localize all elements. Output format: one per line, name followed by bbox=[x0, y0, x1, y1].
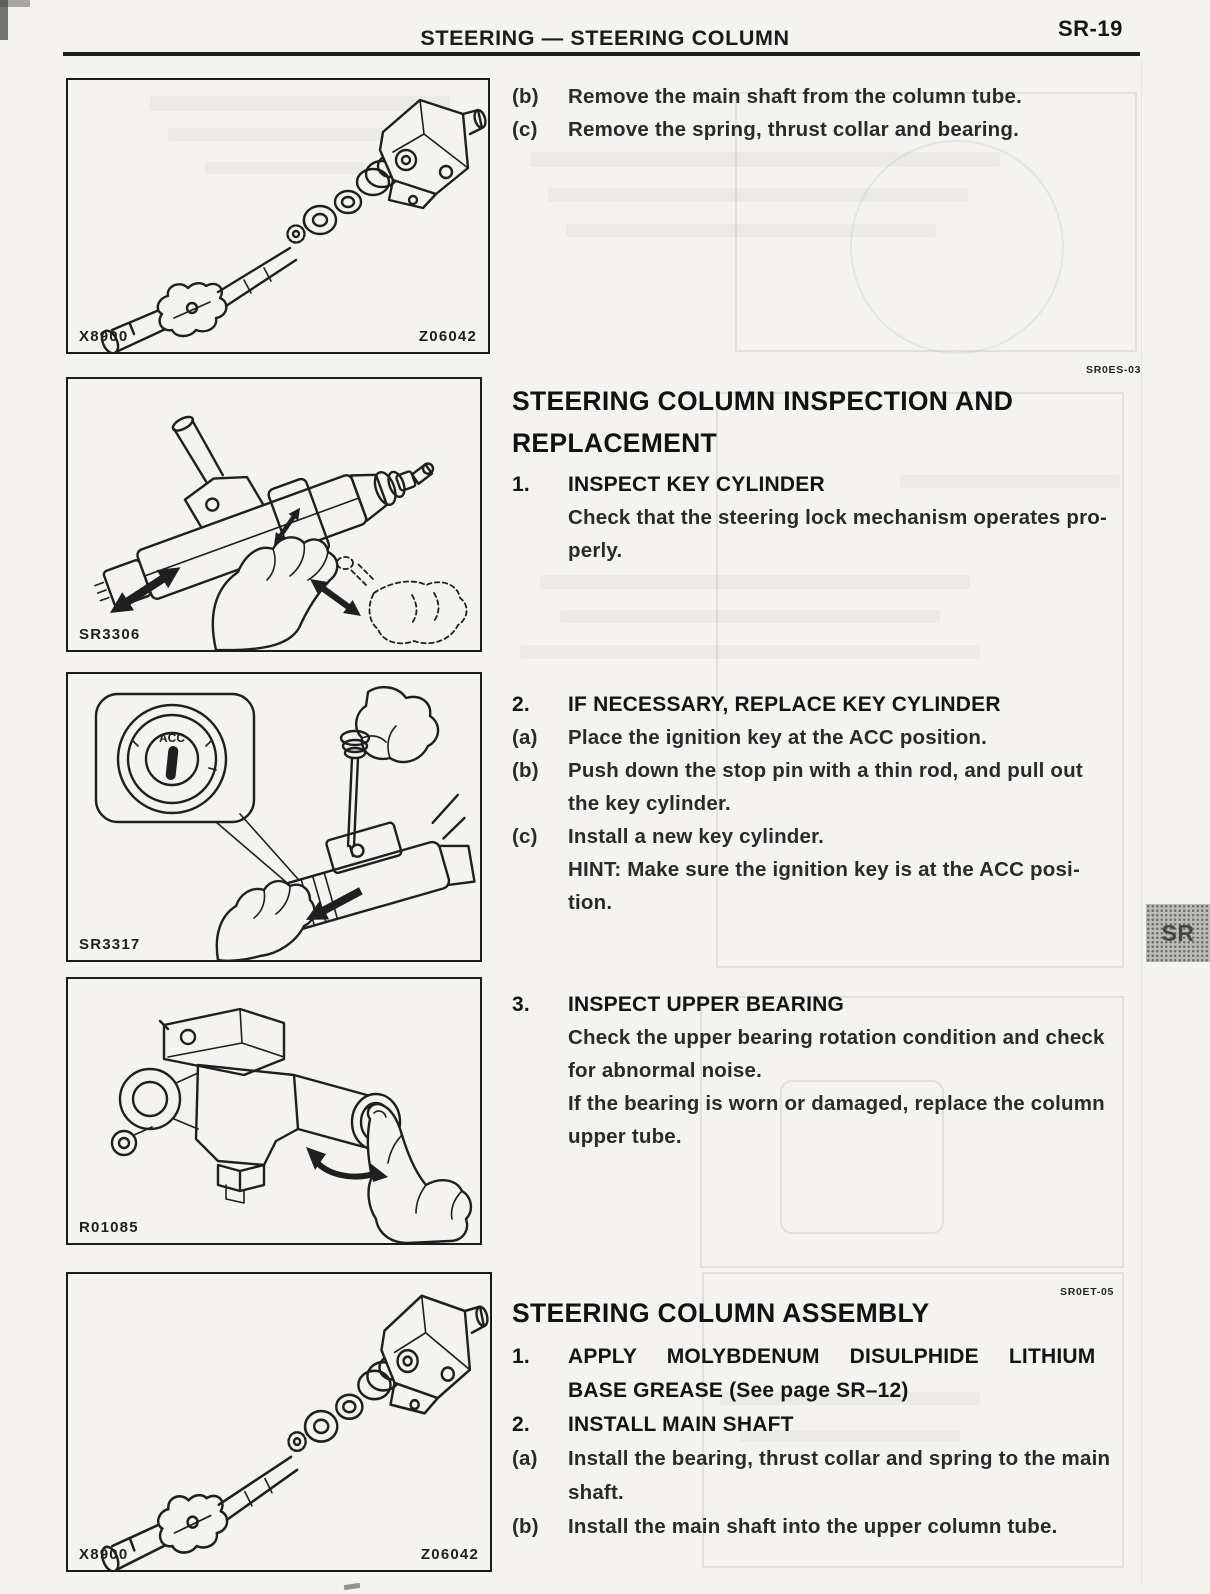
steering-lock-inspection-drawing bbox=[68, 379, 480, 650]
body-line bbox=[512, 1054, 1136, 1087]
step-text: Push down the stop pin with a thin rod, and pull out bbox=[568, 759, 1083, 782]
acc-label: ACC bbox=[159, 731, 185, 745]
body-line bbox=[512, 1476, 1136, 1510]
step-text: upper tube. bbox=[568, 1125, 682, 1148]
header-rule bbox=[63, 52, 1140, 56]
body-line bbox=[512, 853, 1136, 886]
step-text: Remove the spring, thrust collar and bearing. bbox=[568, 118, 1019, 141]
step-marker: (a) bbox=[512, 726, 538, 749]
bleed-through-circle bbox=[850, 140, 1064, 354]
step-text: Check that the steering lock mechanism operates pro- bbox=[568, 506, 1107, 529]
step-text: Place the ignition key at the ACC position. bbox=[568, 726, 988, 749]
step-number: 2. bbox=[512, 1413, 530, 1436]
inspection-step-1 bbox=[512, 468, 1136, 567]
step-number: 1. bbox=[512, 1345, 530, 1368]
step-heading: INSPECT KEY CYLINDER bbox=[568, 473, 825, 496]
heading-line bbox=[512, 1374, 1136, 1408]
numbered-heading bbox=[512, 688, 1136, 721]
figure-exploded-top bbox=[66, 78, 490, 354]
step-number: 3. bbox=[512, 993, 530, 1016]
list-item bbox=[512, 1510, 1136, 1544]
removal-steps bbox=[512, 80, 1136, 146]
figure-key-cylinder bbox=[66, 672, 482, 962]
body-line bbox=[512, 1087, 1136, 1120]
list-item bbox=[512, 1442, 1136, 1476]
scan-artifact bbox=[0, 0, 30, 7]
section-title-line: REPLACEMENT bbox=[512, 428, 718, 458]
body-line bbox=[512, 1021, 1136, 1054]
numbered-heading bbox=[512, 468, 1136, 501]
step-marker: (b) bbox=[512, 85, 539, 108]
upper-bearing-inspection-drawing bbox=[68, 979, 480, 1243]
step-marker: (b) bbox=[512, 1515, 539, 1538]
list-item bbox=[512, 721, 1136, 754]
figure-lock-inspection bbox=[66, 377, 482, 652]
step-text: shaft. bbox=[568, 1481, 624, 1504]
list-item bbox=[512, 820, 1136, 853]
numbered-heading bbox=[512, 1408, 1136, 1442]
step-heading: IF NECESSARY, REPLACE KEY CYLINDER bbox=[568, 693, 1001, 716]
step-text: Install a new key cylinder. bbox=[568, 825, 825, 848]
figure-code: X8900 bbox=[79, 1546, 129, 1563]
list-item bbox=[512, 80, 1136, 113]
step-marker: (b) bbox=[512, 759, 539, 782]
step-heading: INSTALL MAIN SHAFT bbox=[568, 1413, 794, 1436]
bleed-through-text bbox=[548, 188, 968, 202]
step-number: 1. bbox=[512, 473, 530, 496]
body-line bbox=[512, 886, 1136, 919]
section-title-inspection bbox=[512, 380, 1013, 464]
step-text: Remove the main shaft from the column tube. bbox=[568, 85, 1022, 108]
page-title: STEERING — STEERING COLUMN bbox=[420, 26, 790, 50]
section-tab: SR bbox=[1146, 904, 1210, 962]
body-line bbox=[512, 1120, 1136, 1153]
figure-code: R01085 bbox=[79, 1219, 139, 1236]
acc-position-callout bbox=[96, 694, 306, 894]
key-cylinder-replacement-drawing bbox=[68, 674, 480, 960]
step-heading: APPLY MOLYBDENUM DISULPHIDE LITHIUM bbox=[568, 1345, 1096, 1368]
step-text: the key cylinder. bbox=[568, 792, 731, 815]
inspection-step-2 bbox=[512, 688, 1136, 919]
bleed-through-text bbox=[560, 610, 940, 623]
step-text: HINT: Make sure the ignition key is at the ACC posi- bbox=[568, 858, 1080, 881]
section-title-assembly: STEERING COLUMN ASSEMBLY bbox=[512, 1298, 930, 1328]
list-item bbox=[512, 754, 1136, 787]
body-line bbox=[512, 501, 1136, 534]
step-number: 2. bbox=[512, 693, 530, 716]
step-text: Install the bearing, thrust collar and spring to the main bbox=[568, 1447, 1111, 1470]
dashed-hand-with-key bbox=[337, 557, 467, 643]
list-item bbox=[512, 113, 1136, 146]
section-code: SR0ES-03 bbox=[1086, 364, 1142, 376]
main-shaft-exploded-drawing bbox=[68, 1274, 490, 1570]
step-text: perly. bbox=[568, 539, 623, 562]
step-heading: BASE GREASE (See page SR–12) bbox=[568, 1379, 909, 1402]
inspection-step-3 bbox=[512, 988, 1136, 1153]
page-number: SR-19 bbox=[1058, 16, 1123, 41]
figure-upper-bearing bbox=[66, 977, 482, 1245]
main-shaft-exploded-drawing bbox=[68, 80, 488, 352]
hand-with-rod bbox=[341, 687, 438, 856]
figure-exploded-bottom bbox=[66, 1272, 492, 1572]
step-text: If the bearing is worn or damaged, replace the column bbox=[568, 1092, 1105, 1115]
hand bbox=[217, 881, 314, 960]
bleed-through-text bbox=[520, 645, 980, 659]
step-marker: (c) bbox=[512, 118, 538, 141]
bleed-through-text bbox=[540, 575, 970, 589]
scan-artifact bbox=[344, 1583, 361, 1590]
column-housing bbox=[112, 1009, 298, 1203]
section-code: SR0ET-05 bbox=[1060, 1286, 1115, 1298]
numbered-heading bbox=[512, 988, 1136, 1021]
figure-code: X8900 bbox=[79, 328, 129, 345]
figure-code: Z06042 bbox=[420, 1546, 479, 1563]
step-marker: (c) bbox=[512, 825, 538, 848]
assembly-steps bbox=[512, 1340, 1136, 1544]
figure-code: Z06042 bbox=[418, 328, 477, 345]
step-marker: (a) bbox=[512, 1447, 538, 1470]
bleed-through-text bbox=[530, 152, 1000, 167]
body-line bbox=[512, 787, 1136, 820]
step-text: for abnormal noise. bbox=[568, 1059, 763, 1082]
step-heading: INSPECT UPPER BEARING bbox=[568, 993, 845, 1016]
section-title-line: STEERING COLUMN INSPECTION AND bbox=[512, 386, 1014, 416]
figure-code: SR3306 bbox=[79, 626, 141, 643]
step-text: tion. bbox=[568, 891, 613, 914]
bleed-through-text bbox=[566, 224, 936, 237]
body-line bbox=[512, 534, 1136, 567]
page-fold-line bbox=[1141, 60, 1142, 1585]
numbered-heading bbox=[512, 1340, 1136, 1374]
figure-code: SR3317 bbox=[79, 936, 141, 953]
step-text: Install the main shaft into the upper column tube. bbox=[568, 1515, 1058, 1538]
step-text: Check the upper bearing rotation condition and check bbox=[568, 1026, 1105, 1049]
